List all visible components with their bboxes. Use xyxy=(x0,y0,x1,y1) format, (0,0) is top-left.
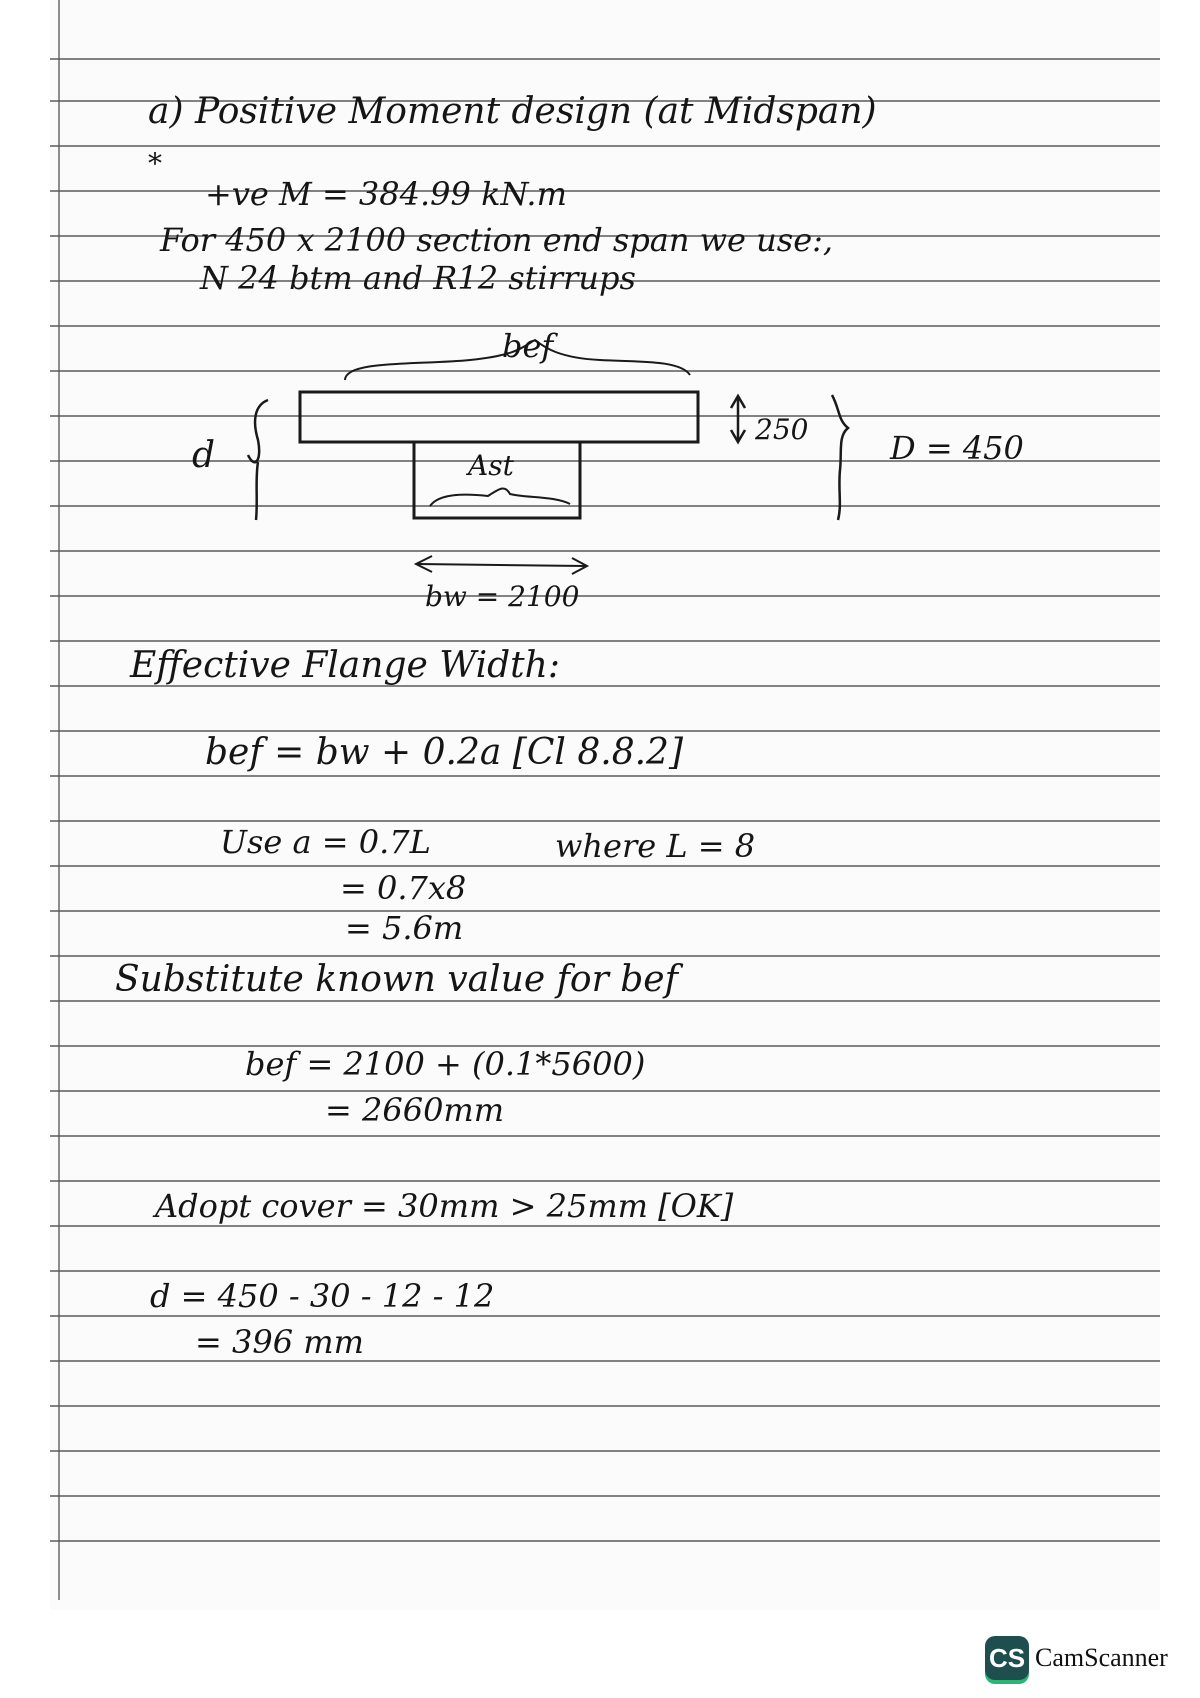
camscanner-wordmark: CamScanner xyxy=(1035,1643,1168,1672)
effective-flange-title: Effective Flange Width: xyxy=(130,645,560,686)
ruled-line xyxy=(50,1000,1160,1002)
steel-area-label: Ast xyxy=(468,449,514,482)
ruled-line xyxy=(50,865,1160,867)
ruled-line xyxy=(50,1270,1160,1272)
overall-depth-label: D = 450 xyxy=(890,429,1024,467)
camscanner-logo xyxy=(985,1636,1168,1680)
ruled-line xyxy=(50,1540,1160,1542)
ruled-line xyxy=(50,1405,1160,1407)
overall-depth-brace xyxy=(832,395,848,520)
camscanner-badge-icon: CS xyxy=(985,1636,1029,1680)
ruled-line xyxy=(50,640,1160,642)
ruled-line xyxy=(50,955,1160,957)
substitute-line: Substitute known value for bef xyxy=(115,959,678,1000)
flange-width-formula: bef = bw + 0.2a [Cl 8.8.2] xyxy=(205,732,683,773)
flange-outline xyxy=(300,392,698,442)
web-width-label: bw = 2100 xyxy=(425,580,580,613)
bef-calculation-step: bef = 2100 + (0.1*5600) xyxy=(245,1045,646,1083)
ruled-line xyxy=(50,820,1160,822)
steel-area-brace xyxy=(430,488,570,506)
ruled-line xyxy=(50,910,1160,912)
ruled-line xyxy=(50,1225,1160,1227)
a-assumption: Use a = 0.7L xyxy=(220,823,431,861)
ruled-line xyxy=(50,1090,1160,1092)
flange-thickness-label: 250 xyxy=(755,413,809,446)
ruled-line xyxy=(50,1450,1160,1452)
a-calculation-step: = 0.7x8 xyxy=(340,869,467,907)
ruled-line xyxy=(50,1135,1160,1137)
cover-line: Adopt cover = 30mm > 25mm [OK] xyxy=(155,1187,734,1225)
web-width-arrow xyxy=(418,564,585,566)
ruled-line xyxy=(50,1315,1160,1317)
effective-depth-brace xyxy=(248,400,268,520)
section-heading: a) Positive Moment design (at Midspan) xyxy=(148,91,877,132)
ruled-line xyxy=(50,1495,1160,1497)
margin-star: * xyxy=(148,147,162,180)
ruled-line xyxy=(50,1180,1160,1182)
flange-width-label: bef xyxy=(502,327,554,365)
depth-calculation-step: d = 450 - 30 - 12 - 12 xyxy=(150,1277,495,1315)
moment-value: +ve M = 384.99 kN.m xyxy=(205,175,567,213)
depth-calculation-result: = 396 mm xyxy=(195,1323,364,1361)
reinforcement-line: N 24 btm and R12 stirrups xyxy=(200,259,636,297)
bef-calculation-result: = 2660mm xyxy=(325,1091,505,1129)
a-calculation-result: = 5.6m xyxy=(345,909,464,947)
ruled-line xyxy=(50,775,1160,777)
span-length: where L = 8 xyxy=(555,827,756,865)
effective-depth-label: d xyxy=(192,435,216,476)
t-beam-section-diagram xyxy=(0,0,1200,620)
section-size-line: For 450 x 2100 section end span we use:, xyxy=(160,221,834,259)
